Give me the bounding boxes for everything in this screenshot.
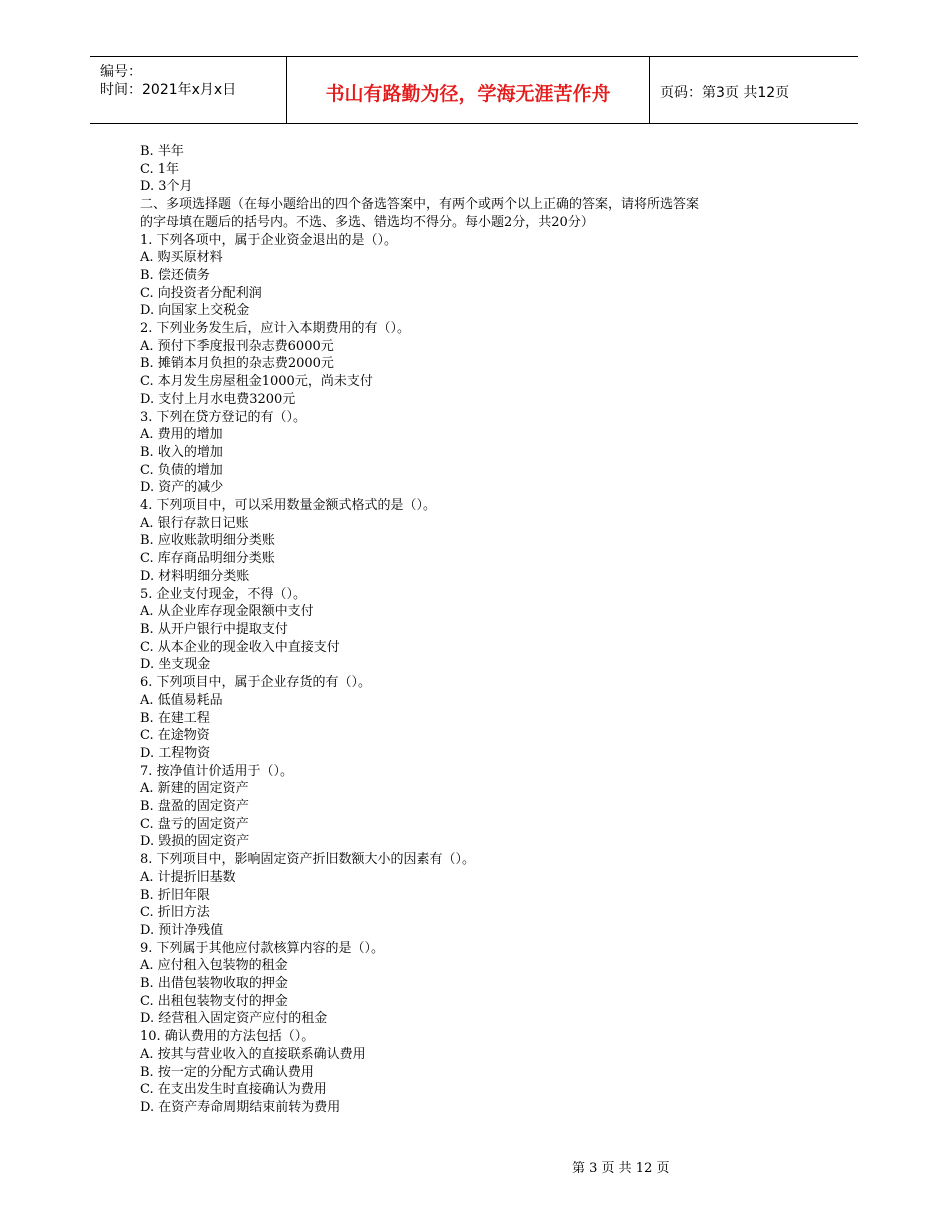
text-line: B. 应收账款明细分类账 bbox=[140, 533, 275, 549]
text-line: 3. 下列在贷方登记的有（）。 bbox=[140, 409, 307, 425]
text-line: D. 支付上月水电费3200元 bbox=[140, 391, 296, 407]
text-line: A. 预付下季度报刊杂志费6000元 bbox=[140, 338, 334, 354]
text-line: D. 向国家上交税金 bbox=[140, 303, 250, 319]
text-line: A. 低值易耗品 bbox=[140, 692, 223, 708]
text-line: C. 出租包装物支付的押金 bbox=[140, 993, 288, 1009]
text-line: C. 从本企业的现金收入中直接支付 bbox=[140, 639, 340, 655]
text-line: C. 库存商品明细分类账 bbox=[140, 551, 275, 567]
text-line: C. 折旧方法 bbox=[140, 905, 210, 921]
text-line: A. 购买原材料 bbox=[140, 250, 223, 266]
text-line: C. 在支出发生时直接确认为费用 bbox=[140, 1082, 327, 1098]
text-line: D. 预计净残值 bbox=[140, 922, 224, 938]
footer-page-number: 第 3 页 共 12 页 bbox=[572, 1161, 670, 1176]
text-line: B. 从开户银行中提取支付 bbox=[140, 621, 288, 637]
text-line: A. 按其与营业收入的直接联系确认费用 bbox=[140, 1046, 366, 1062]
text-line: 5. 企业支付现金，不得（）。 bbox=[140, 586, 307, 602]
text-line: 6. 下列项目中，属于企业存货的有（）。 bbox=[140, 675, 372, 691]
text-line: D. 坐支现金 bbox=[140, 657, 211, 673]
text-line: A. 费用的增加 bbox=[140, 427, 223, 443]
serial-label: 编号： bbox=[100, 64, 142, 80]
text-line: 二、多项选择题（在每小题给出的四个备选答案中，有两个或两个以上正确的答案，请将所选答案 bbox=[140, 197, 700, 213]
text-line: C. 本月发生房屋租金1000元，尚未支付 bbox=[140, 374, 373, 390]
text-line: 的字母填在题后的括号内。不选、多选、错选均不得分。每小题2分，共20分） bbox=[140, 214, 594, 230]
text-line: 8. 下列项目中，影响固定资产折旧数额大小的因素有（）。 bbox=[140, 852, 476, 868]
text-line: D. 资产的减少 bbox=[140, 480, 224, 496]
header-motto: 书山有路勤为径，学海无涯苦作舟 bbox=[325, 83, 611, 105]
text-line: C. 1年 bbox=[140, 161, 180, 177]
text-line: 4. 下列项目中，可以采用数量金额式格式的是（）。 bbox=[140, 498, 437, 514]
text-line: C. 在途物资 bbox=[140, 728, 210, 744]
text-line: 7. 按净值计价适用于（）。 bbox=[140, 763, 294, 779]
page-header bbox=[90, 56, 858, 124]
text-line: A. 计提折旧基数 bbox=[140, 869, 236, 885]
text-line: B. 半年 bbox=[140, 144, 184, 159]
header-page-cell bbox=[650, 57, 858, 123]
header-info-cell bbox=[90, 57, 287, 123]
text-line: A. 应付租入包装物的租金 bbox=[140, 958, 288, 974]
text-line: C. 负债的增加 bbox=[140, 462, 223, 478]
text-line: D. 工程物资 bbox=[140, 745, 211, 761]
text-line: 1. 下列各项中，属于企业资金退出的是（）。 bbox=[140, 232, 398, 248]
text-line: D. 毁损的固定资产 bbox=[140, 834, 250, 850]
text-line: B. 收入的增加 bbox=[140, 444, 223, 460]
header-motto-cell bbox=[287, 57, 650, 123]
text-line: B. 盘盈的固定资产 bbox=[140, 799, 249, 815]
time-text: 时间：2021年x月x日 bbox=[100, 82, 237, 98]
text-line: C. 盘亏的固定资产 bbox=[140, 816, 249, 832]
text-line: B. 折旧年限 bbox=[140, 887, 210, 903]
header-page-code: 页码：第3页 共12页 bbox=[660, 85, 790, 101]
text-line: A. 新建的固定资产 bbox=[140, 781, 249, 797]
text-line: B. 偿还债务 bbox=[140, 267, 210, 283]
text-line: B. 按一定的分配方式确认费用 bbox=[140, 1064, 314, 1080]
text-line: B. 出借包装物收取的押金 bbox=[140, 976, 288, 992]
document-body bbox=[140, 143, 820, 1117]
text-line: D. 在资产寿命周期结束前转为费用 bbox=[140, 1099, 341, 1115]
text-line: 9. 下列属于其他应付款核算内容的是（）。 bbox=[140, 940, 385, 956]
text-line: D. 材料明细分类账 bbox=[140, 568, 250, 584]
text-line: C. 向投资者分配利润 bbox=[140, 285, 262, 301]
text-line: B. 在建工程 bbox=[140, 710, 210, 726]
text-line: 10. 确认费用的方法包括（）。 bbox=[140, 1029, 315, 1045]
text-line: 2. 下列业务发生后，应计入本期费用的有（）。 bbox=[140, 321, 411, 337]
text-line: B. 摊销本月负担的杂志费2000元 bbox=[140, 356, 334, 372]
text-line: D. 经营租入固定资产应付的租金 bbox=[140, 1011, 328, 1027]
text-line: D. 3个月 bbox=[140, 179, 193, 195]
text-line: A. 银行存款日记账 bbox=[140, 515, 249, 531]
text-line: A. 从企业库存现金限额中支付 bbox=[140, 604, 314, 620]
